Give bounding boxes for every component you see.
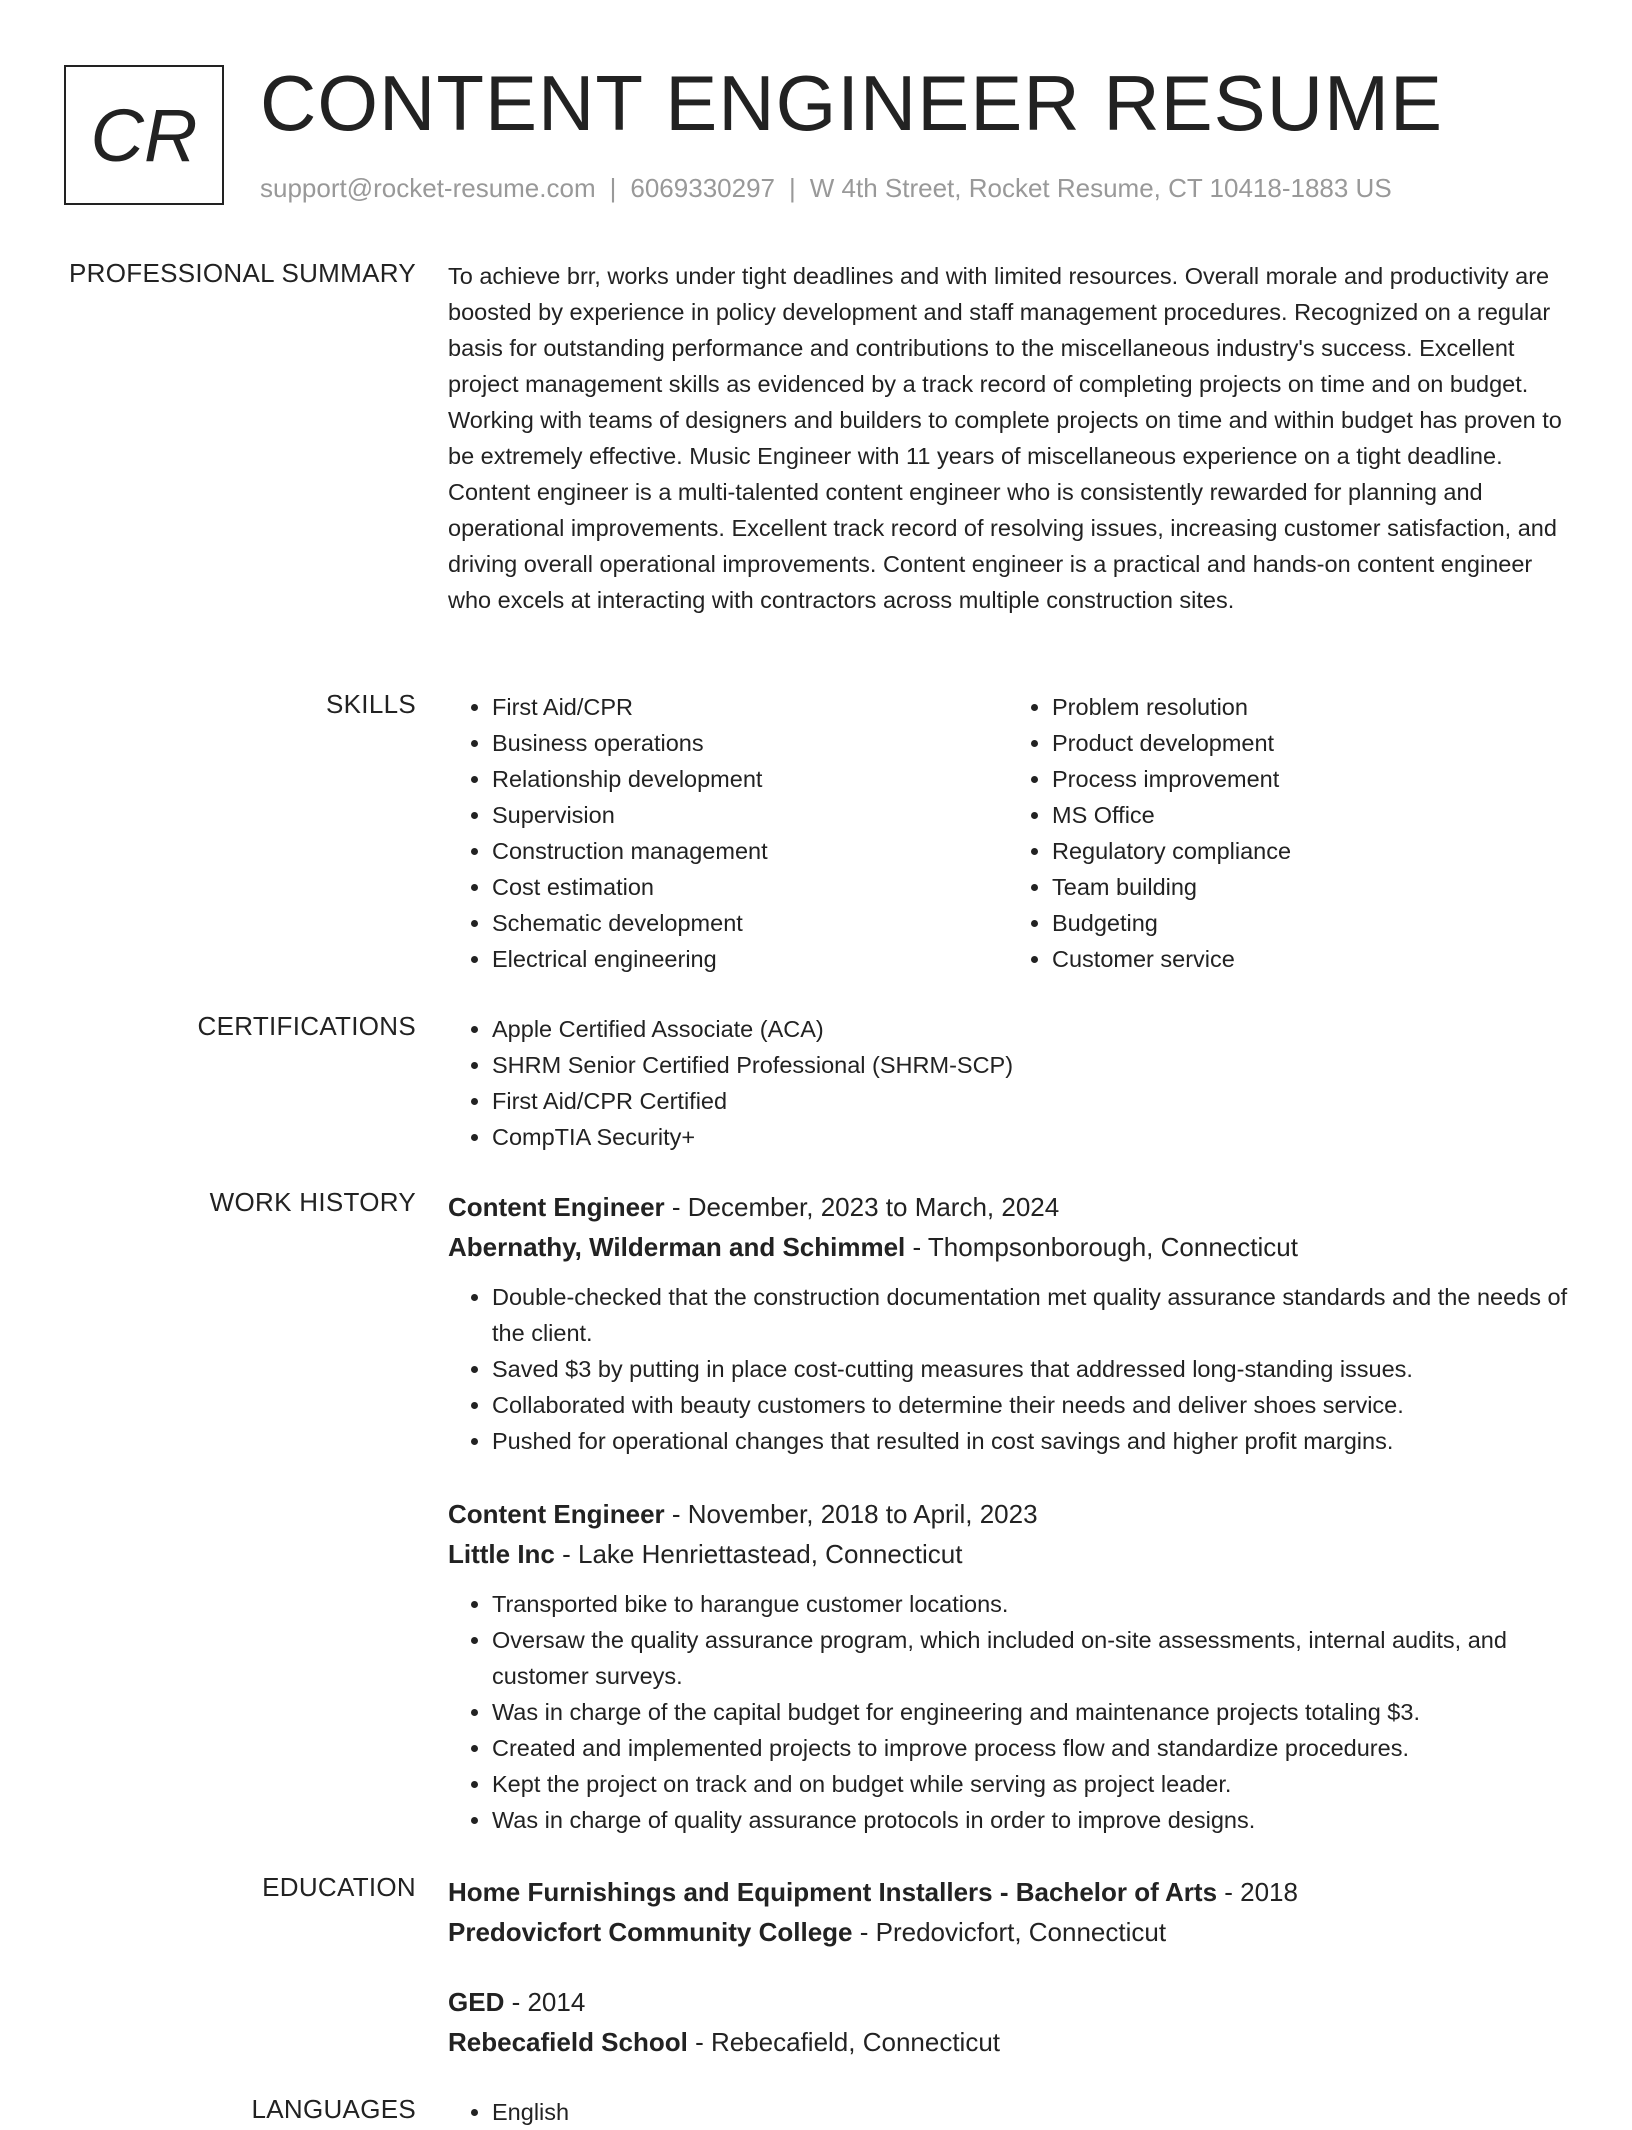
contact-address: W 4th Street, Rocket Resume, CT 10418-1883 US — [809, 173, 1392, 203]
job-company-line — [448, 1534, 1568, 1574]
job-bullet: • Collaborated with beauty customers to determine their needs and deliver shoes service. — [492, 1387, 1568, 1423]
job-bullets — [448, 1586, 1568, 1838]
certification-item: • First Aid/CPR Certified — [492, 1083, 1568, 1119]
certification-item: • Apple Certified Associate (ACA) — [492, 1011, 1568, 1047]
resume-title: CONTENT ENGINEER RESUME — [260, 59, 1444, 147]
education-year: - 2018 — [1217, 1877, 1298, 1907]
job-entry — [448, 1494, 1568, 1838]
job-dates: - November, 2018 to April, 2023 — [664, 1499, 1038, 1529]
skill-item: • MS Office — [1052, 797, 1568, 833]
job-entry — [448, 1187, 1568, 1459]
job-company: Little Inc — [448, 1539, 555, 1569]
skill-item: • Problem resolution — [1052, 689, 1568, 725]
certification-item: • CompTIA Security+ — [492, 1119, 1568, 1155]
education-degree: Home Furnishings and Equipment Installers - Bachelor of Arts — [448, 1877, 1218, 1907]
education-school: Predovicfort Community College — [448, 1917, 853, 1947]
job-bullet: • Was in charge of the capital budget for engineering and maintenance projects totaling $3. — [492, 1694, 1568, 1730]
education-degree: GED — [448, 1987, 505, 2017]
job-title: Content Engineer — [448, 1192, 665, 1222]
languages-label: LANGUAGES — [251, 2094, 416, 2124]
skill-item: • Customer service — [1052, 941, 1568, 977]
education-label: EDUCATION — [262, 1872, 416, 1902]
job-bullet: • Pushed for operational changes that resulted in cost savings and higher profit margins. — [492, 1423, 1568, 1459]
education-entry — [448, 1872, 1568, 1952]
job-company: Abernathy, Wilderman and Schimmel — [448, 1232, 906, 1262]
job-bullet: • Transported bike to harangue customer locations. — [492, 1586, 1568, 1622]
job-bullet: • Was in charge of quality assurance protocols in order to improve designs. — [492, 1802, 1568, 1838]
job-location: - Lake Henriettastead, Connecticut — [554, 1539, 963, 1569]
contact-separator: | — [789, 173, 796, 203]
certification-item: • SHRM Senior Certified Professional (SHRM-SCP) — [492, 1047, 1568, 1083]
job-bullet: • Kept the project on track and on budget while serving as project leader. — [492, 1766, 1568, 1802]
languages-list — [448, 2094, 1568, 2130]
job-bullets — [448, 1279, 1568, 1459]
skill-item: • Product development — [1052, 725, 1568, 761]
job-bullet: • Oversaw the quality assurance program, which included on-site assessments, internal audits, and customer surveys. — [492, 1622, 1568, 1694]
skill-item: • Cost estimation — [492, 869, 1008, 905]
skill-item: • Business operations — [492, 725, 1008, 761]
skills-label: SKILLS — [326, 689, 416, 719]
job-title-line — [448, 1187, 1568, 1227]
job-bullet: • Created and implemented projects to improve process flow and standardize procedures. — [492, 1730, 1568, 1766]
certifications-label: CERTIFICATIONS — [197, 1011, 416, 1041]
skill-item: • Supervision — [492, 797, 1008, 833]
job-location: - Thompsonborough, Connecticut — [905, 1232, 1298, 1262]
education-year: - 2014 — [504, 1987, 586, 2017]
contact-email[interactable]: support@rocket-resume.com — [260, 173, 596, 203]
job-title: Content Engineer — [448, 1499, 665, 1529]
skill-item: • Team building — [1052, 869, 1568, 905]
contact-line — [260, 173, 1392, 204]
skills-column-right — [1008, 689, 1568, 977]
education-entry — [448, 1982, 1568, 2062]
skill-item: • Construction management — [492, 833, 1008, 869]
job-company-line — [448, 1227, 1568, 1267]
skill-item: • First Aid/CPR — [492, 689, 1008, 725]
contact-separator: | — [609, 173, 617, 203]
skill-item: • Process improvement — [1052, 761, 1568, 797]
education-location: - Predovicfort, Connecticut — [852, 1917, 1167, 1947]
skill-item: • Budgeting — [1052, 905, 1568, 941]
skill-item: • Relationship development — [492, 761, 1008, 797]
summary-label: PROFESSIONAL SUMMARY — [69, 258, 416, 288]
job-bullet: • Saved $3 by putting in place cost-cutting measures that addressed long-standing issues. — [492, 1351, 1568, 1387]
work-history-label: WORK HISTORY — [209, 1187, 416, 1217]
resume-header — [64, 59, 1584, 215]
job-dates: - December, 2023 to March, 2024 — [664, 1192, 1060, 1222]
language-item: • English — [492, 2094, 1568, 2130]
skill-item: • Electrical engineering — [492, 941, 1008, 977]
monogram-logo: CR — [64, 65, 224, 205]
contact-phone[interactable]: 6069330297 — [630, 173, 775, 203]
skill-item: • Regulatory compliance — [1052, 833, 1568, 869]
summary-text: To achieve brr, works under tight deadlines and with limited resources. Overall morale and productivity are boosted by experience in policy development and staff management procedures. Recognized on a regular basis for outstanding performance and contributions to the miscellaneous industry's success. Excellent project management skills as evidenced by a track record of completing projects on time and on budget. Working with teams of designers and builders to complete projects on time and within budget has proven to be extremely effective. Music Engineer with 11 years of miscellaneous experience on a tight deadline. Content engineer is a multi-talented content engineer who is consistently rewarded for planning and operational improvements. Excellent track record of resolving issues, increasing customer satisfaction, and driving overall operational improvements. Content engineer is a practical and hands-on content engineer who excels at interacting with contractors across multiple construction sites. — [448, 263, 1562, 613]
skills-column-left — [448, 689, 1008, 977]
job-bullet: • Double-checked that the construction documentation met quality assurance standards and the needs of the client. — [492, 1279, 1568, 1351]
education-school: Rebecafield School — [448, 2027, 688, 2057]
skill-item: • Schematic development — [492, 905, 1008, 941]
education-location: - Rebecafield, Connecticut — [687, 2027, 1001, 2057]
certifications-list — [448, 1011, 1568, 1155]
job-title-line — [448, 1494, 1568, 1534]
skills-list — [448, 689, 1568, 977]
